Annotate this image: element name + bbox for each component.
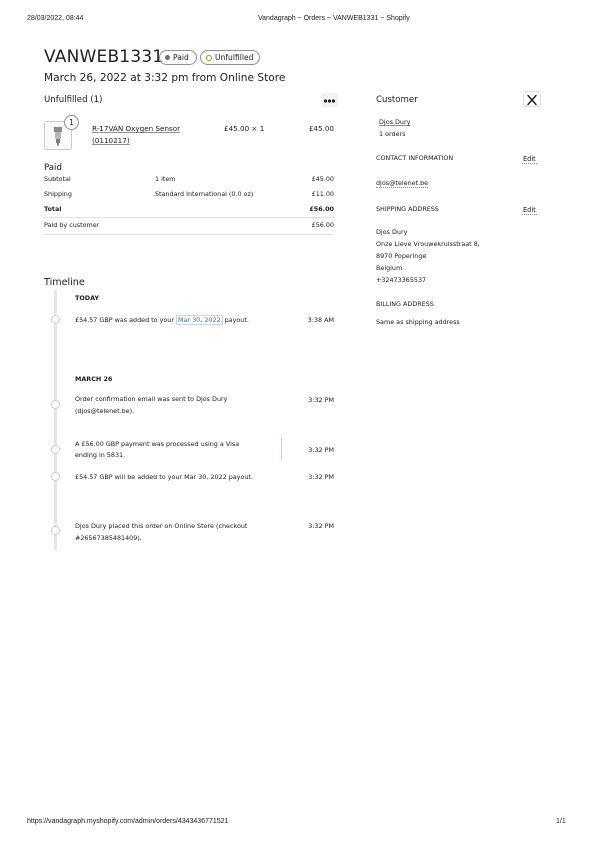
event-payment-line1: A £56.00 GBP payment was processed using a Visa — [75, 440, 240, 448]
edit-contact-button[interactable]: Edit — [523, 155, 536, 163]
event-text: payout. — [224, 316, 249, 324]
paid-status-dot-icon — [165, 55, 170, 60]
shipping-street: Onze Lieve Vrouwekruisstraat 8, — [376, 240, 480, 248]
shipping-amount: £11.00 — [311, 190, 334, 198]
event-payment-line2: ending in 5831. — [75, 451, 126, 459]
close-button[interactable] — [523, 91, 541, 107]
payment-heading: Paid — [44, 163, 62, 173]
event-time: 3:32 PM — [308, 396, 334, 404]
customer-orders-count: 1 orders — [379, 130, 406, 138]
timeline-event-dot-icon — [51, 472, 60, 481]
print-url: https://vandagraph.myshopify.com/admin/orders/4343436771521 — [27, 818, 229, 825]
subtotal-detail: 1 item — [155, 175, 176, 183]
event-order-placed-line2: #26567385481409). — [75, 534, 142, 542]
more-actions-button[interactable] — [321, 93, 338, 107]
print-datetime: 28/03/2022, 08:44 — [27, 15, 84, 22]
customer-name-link[interactable]: Djos Dury — [379, 118, 411, 126]
timeline-event-payout-added — [75, 316, 249, 324]
order-number: VANWEB1331 — [44, 47, 164, 67]
event-payout-scheduled: £54.57 GBP will be added to your Mar 30, 2022 payout. — [75, 473, 253, 481]
shipping-country: Belgium — [376, 264, 403, 272]
subtotal-label: Subtotal — [44, 175, 71, 183]
total-label: Total — [44, 205, 62, 213]
quantity-badge: 1 — [64, 115, 79, 130]
paid-by-customer-amount: £56.00 — [311, 221, 334, 229]
product-name-link[interactable]: R-17VAN Oxygen Sensor — [92, 124, 181, 133]
timeline-date-march-26: MARCH 26 — [75, 375, 113, 383]
contact-information-heading: CONTACT INFORMATION — [376, 154, 454, 162]
billing-address-heading: BILLING ADDRESS — [376, 300, 434, 308]
product-sku-link[interactable]: (0110217) — [92, 136, 130, 145]
paid-badge-label: Paid — [173, 53, 189, 62]
product-line-total: £45.00 — [308, 124, 334, 133]
customer-email-link[interactable]: djos@telenet.be — [376, 179, 429, 187]
close-icon — [524, 93, 540, 107]
timeline-event-dot-icon — [51, 315, 60, 324]
timeline-line — [54, 290, 57, 550]
billing-address-text: Same as shipping address — [376, 318, 460, 326]
print-page-number: 1/1 — [556, 818, 566, 825]
event-time: 3:38 AM — [307, 316, 334, 324]
paid-by-customer-label: Paid by customer — [44, 221, 100, 229]
event-time: 3:32 PM — [308, 522, 334, 530]
timeline-event-dot-icon — [51, 526, 60, 535]
payment-divider — [44, 217, 334, 218]
event-order-placed-line1: Djos Dury placed this order on Online Store (checkout — [75, 522, 248, 530]
shipping-address-heading: SHIPPING ADDRESS — [376, 205, 439, 213]
shipping-phone: +32473365537 — [376, 276, 427, 284]
event-text: £54.57 GBP was added to your — [75, 316, 174, 324]
shipping-label: Shipping — [44, 190, 72, 198]
shipping-name: Djos Dury — [376, 228, 408, 236]
timeline-event-dot-icon — [51, 445, 60, 454]
timeline-heading: Timeline — [44, 277, 85, 288]
total-amount: £56.00 — [309, 205, 334, 213]
paid-badge — [159, 50, 197, 65]
subtotal-amount: £45.00 — [311, 175, 334, 183]
event-time: 3:32 PM — [308, 473, 334, 481]
timeline-event-dot-icon — [51, 400, 60, 409]
event-confirmation-line2: (djos@telenet.be). — [75, 407, 135, 415]
order-subtitle: March 26, 2022 at 3:32 pm from Online Store — [44, 72, 286, 84]
ellipsis-icon — [321, 94, 338, 108]
shipping-city: 8970 Poperinge — [376, 252, 427, 260]
payout-date-link[interactable]: Mar 30, 2022 — [178, 316, 221, 324]
print-document-title: Vandagraph ~ Orders ~ VANWEB1331 ~ Shopify — [258, 15, 410, 22]
shipping-detail: Standard International (0.0 oz) — [155, 190, 254, 198]
fulfillment-heading: Unfulfilled (1) — [44, 95, 103, 105]
product-unit-price: £45.00 × 1 — [224, 124, 265, 133]
unfulfilled-status-dot-icon — [206, 55, 212, 61]
event-time: 3:32 PM — [308, 446, 334, 454]
payment-bottom-divider — [44, 234, 334, 235]
customer-heading: Customer — [376, 95, 418, 105]
unfulfilled-badge — [200, 50, 260, 65]
unfulfilled-badge-label: Unfulfilled — [215, 53, 254, 62]
timeline-date-today: TODAY — [75, 294, 100, 302]
edit-shipping-address-button[interactable]: Edit — [523, 206, 536, 214]
event-confirmation-line1: Order confirmation email was sent to Djos Dury — [75, 395, 228, 403]
